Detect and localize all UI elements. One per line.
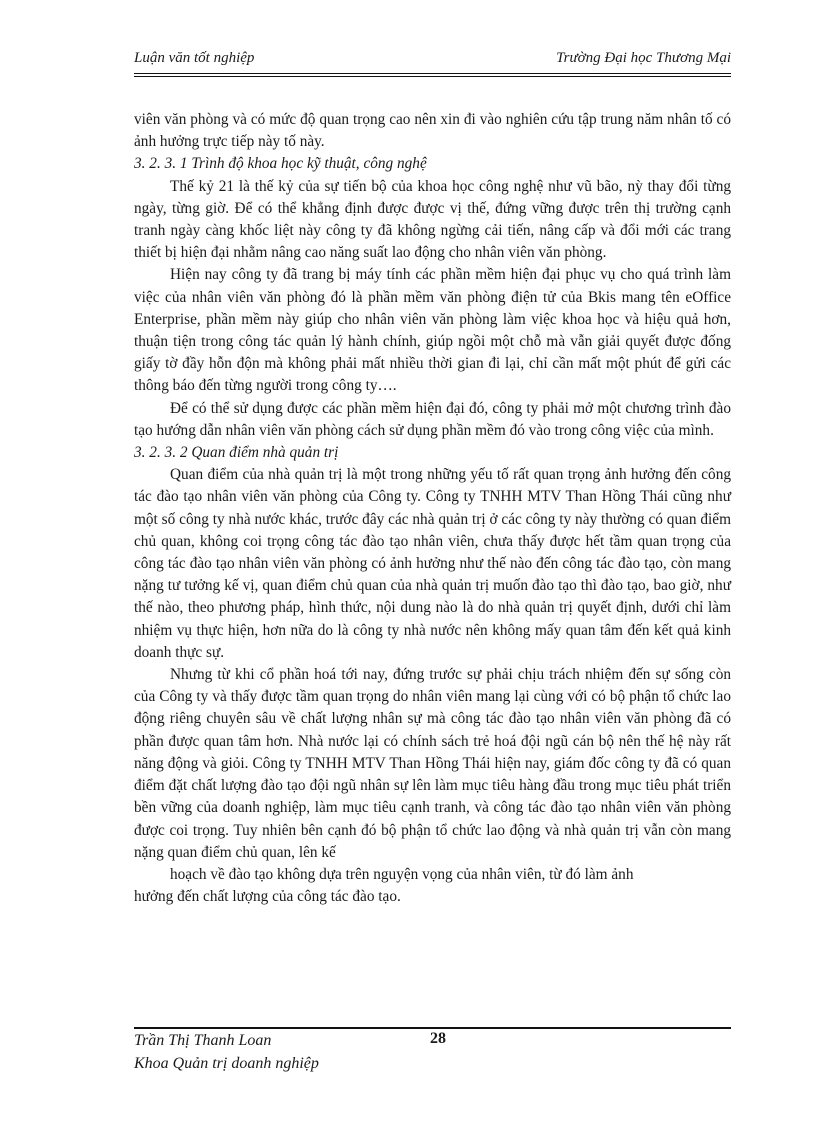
section-heading-technology: 3. 2. 3. 1 Trình độ khoa học kỹ thuật, công nghệ — [134, 155, 427, 173]
paragraph-technology-software: Hiện nay công ty đã trang bị máy tính các phần mềm hiện đại phục vụ cho quá trình làm việc của nhân viên văn phòng đó là phần mềm văn phòng điện tử của Bkis mang tên eOffice Enterprise, phần mềm này giúp cho nhân viên văn phòng làm việc khoa học và hiệu quả hơn, thuận tiện trong công tác quản lý hành chính, giúp ngồi một chỗ mà vẫn giải quyết được đống giấy tờ đầy hỗn độn mà không phải mất nhiều thời gian đi lại, chỉ cần mất một phút để gửi các thông báo đến từng người trong công ty…. — [134, 266, 731, 395]
page-number: 28 — [430, 1030, 446, 1047]
paragraph-intro-continuation: viên văn phòng và có mức độ quan trọng cao nên xin đi vào nghiên cứu tập trung năm nhân tố có ảnh hưởng trực tiếp này tố này. — [134, 111, 731, 151]
paragraph-planning-line1: hoạch về đào tạo không dựa trên nguyện vọng của nhân viên, từ đó làm ảnh — [170, 865, 634, 883]
page-header — [134, 46, 731, 72]
paragraph-technology-century: Thế kỷ 21 là thế kỷ của sự tiến bộ của khoa học công nghệ như vũ bão, nỳ thay đổi từng ngày, từng giờ. Để có thể khẳng định được được vị thế, đứng vững được trên thị trường cạnh tranh ngày càng khốc liệt này công ty đã không ngừng cải tiến, nâng cấp và đổi mới các trang thiết bị hiện đại nhằm nâng cao năng suất lao động cho nhân viên văn phòng. — [134, 177, 731, 262]
footer-divider — [134, 1027, 731, 1029]
paragraph-planning-line2: hưởng đến chất lượng của công tác đào tạo. — [134, 888, 401, 906]
paragraph-technology-training: Để có thể sử dụng được các phần mềm hiện đại đó, công ty phải mở một chương trình đào tạo hướng dẫn nhân viên văn phòng cách sử dụng phần mềm đó vào trong công việc của mình. — [134, 399, 731, 439]
header-thesis-label: Luận văn tốt nghiệp — [134, 50, 255, 66]
page-body — [134, 109, 731, 908]
paragraph-equitization: Nhưng từ khi cổ phần hoá tới nay, đứng trước sự phải chịu trách nhiệm đến sự sống còn của Công ty và thấy được tầm quan trọng do nhân viên mang lại cùng với có bộ phận tổ chức lao động riêng chuyên sâu về chất lượng nhân sự mà công tác đào tạo nhân viên văn phòng đã có phần được quan tâm hơn. Nhà nước lại có chính sách trẻ hoá đội ngũ cán bộ nên thế hệ này rất năng động và giỏi. Công ty TNHH MTV Than Hồng Thái hiện nay, giám đốc công ty đã có quan điểm đặt chất lượng đào tạo đội ngũ nhân sự lên làm mục tiêu hàng đầu trong mục tiêu phát triển bền vững của doanh nghiệp, làm mục tiêu cạnh tranh, và công tác đào tạo nhân viên văn phòng được coi trọng. Tuy nhiên bên cạnh đó bộ phận tổ chức lao động và nhà quản trị vẫn còn mang nặng quan điểm chủ quan, lên kế — [134, 666, 731, 861]
footer-department: Khoa Quản trị doanh nghiệp — [134, 1055, 319, 1072]
header-divider — [134, 73, 731, 77]
header-university-name: Trường Đại học Thương Mại — [556, 50, 731, 66]
paragraph-management-view: Quan điểm của nhà quản trị là một trong những yếu tố rất quan trọng ảnh hưởng đến công tác đào tạo nhân viên văn phòng của Công ty. Công ty TNHH MTV Than Hồng Thái cũng như một số công ty nhà nước khác, trước đây các nhà quản trị ở các công ty này thường có quan điểm chủ quan, không coi trọng công tác đào tạo nhân viên, chưa thấy được hết tầm quan trọng của công tác đào tạo nhân viên văn phòng có ảnh hưởng như thế nào đến công tác đào tạo, còn mang nặng tư tưởng kế vị, quan điểm chủ quan của nhà quản trị muốn đào tạo thì đào tạo, bao giờ, như thế nào, theo phương pháp, hình thức, nội dung nào là do nhà quản trị quyết định, dưới chỉ làm nhiệm vụ thực hiện, hơn nữa do là công ty nhà nước nên không mấy quan tâm đến kết quả kinh doanh thực sự. — [134, 466, 731, 661]
footer-author: Trần Thị Thanh Loan — [134, 1032, 272, 1049]
section-heading-management-view: 3. 2. 3. 2 Quan điểm nhà quản trị — [134, 444, 339, 462]
